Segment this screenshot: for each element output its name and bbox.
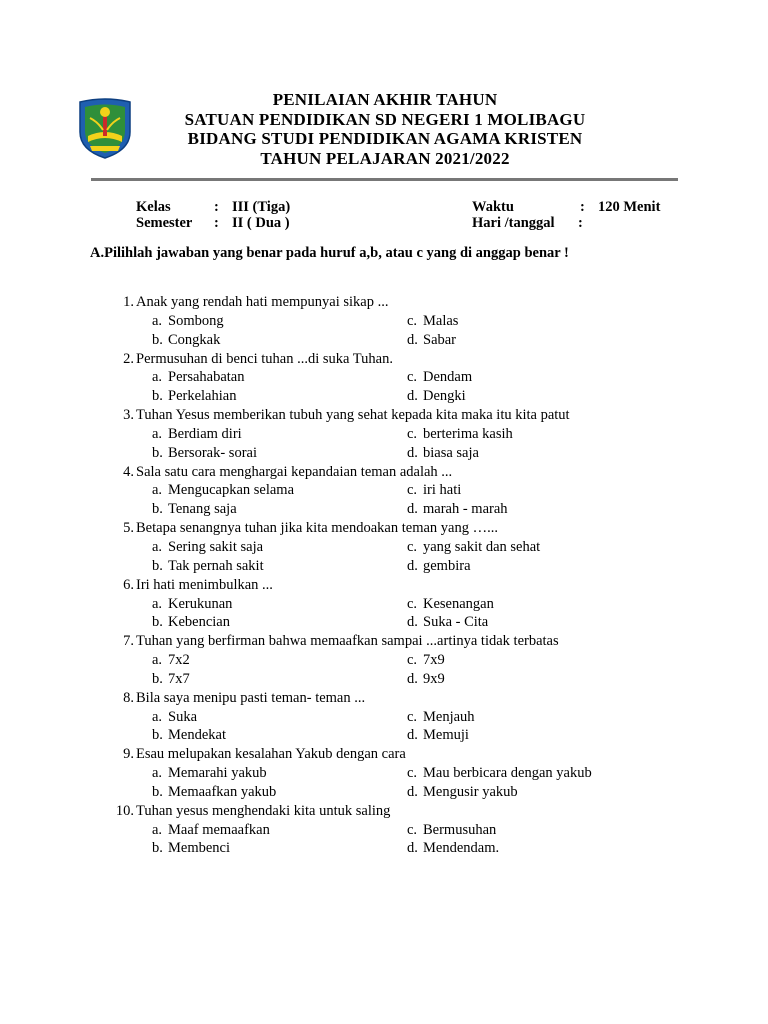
option-c-text: Dendam xyxy=(423,369,473,386)
option-d-text: Dengki xyxy=(423,388,466,405)
option-c-text: 7x9 xyxy=(423,652,445,669)
hari-colon: : xyxy=(578,215,583,231)
option-letter: a. xyxy=(152,425,163,442)
question-number: 7. xyxy=(123,633,134,650)
option-a-text: Memarahi yakub xyxy=(168,765,267,782)
option-letter: b. xyxy=(152,670,163,687)
option-letter: b. xyxy=(152,331,163,348)
option-letter: c. xyxy=(407,765,418,782)
option-letter: d. xyxy=(407,331,418,348)
option-a-text: Sombong xyxy=(168,312,224,329)
option-letter: d. xyxy=(407,501,418,518)
option-letter: a. xyxy=(152,708,163,725)
option-row xyxy=(0,822,768,841)
option-letter: a. xyxy=(152,538,163,555)
option-c-text: Menjauh xyxy=(423,708,475,725)
option-row xyxy=(0,784,768,803)
option-row xyxy=(0,313,768,332)
option-letter: c. xyxy=(407,595,418,612)
option-c-text: Mau berbicara dengan yakub xyxy=(423,765,592,782)
option-letter: b. xyxy=(152,840,163,857)
question-number: 4. xyxy=(123,463,134,480)
option-d-text: gembira xyxy=(423,557,471,574)
question-number: 5. xyxy=(123,520,134,537)
question-text: Tuhan Yesus memberikan tubuh yang sehat kepada kita maka itu kita patut xyxy=(136,407,570,424)
question-text: Tuhan yang berfirman bahwa memaafkan sampai ...artinya tidak terbatas xyxy=(136,633,559,650)
option-letter: d. xyxy=(407,840,418,857)
option-row xyxy=(0,332,768,351)
question-text: Permusuhan di benci tuhan ...di suka Tuhan. xyxy=(136,350,393,367)
option-d-text: Mendendam. xyxy=(423,840,500,857)
option-letter: c. xyxy=(407,482,418,499)
option-row xyxy=(0,445,768,464)
question-list xyxy=(0,294,768,859)
option-row xyxy=(0,765,768,784)
option-row xyxy=(0,501,768,520)
option-letter: a. xyxy=(152,369,163,386)
waktu-label: Waktu xyxy=(472,199,514,215)
question-number: 9. xyxy=(123,746,134,763)
option-row xyxy=(0,840,768,859)
option-b-text: Mendekat xyxy=(168,727,226,744)
option-letter: d. xyxy=(407,444,418,461)
question-item xyxy=(0,746,768,765)
option-b-text: Kebencian xyxy=(168,614,230,631)
option-letter: c. xyxy=(407,538,418,555)
header-subject: BIDANG STUDI PENDIDIKAN AGAMA KRISTEN xyxy=(187,129,583,148)
question-number: 6. xyxy=(123,576,134,593)
question-text: Esau melupakan kesalahan Yakub dengan cara xyxy=(136,746,406,763)
question-item xyxy=(0,464,768,483)
option-letter: a. xyxy=(152,595,163,612)
option-b-text: 7x7 xyxy=(168,670,190,687)
question-text: Anak yang rendah hati mempunyai sikap ... xyxy=(136,294,389,310)
header-year: TAHUN PELAJARAN 2021/2022 xyxy=(260,148,510,168)
option-c-text: Kesenangan xyxy=(423,595,494,612)
option-letter: b. xyxy=(152,727,163,744)
option-row xyxy=(0,388,768,407)
question-item xyxy=(0,351,768,370)
option-row xyxy=(0,369,768,388)
option-letter: b. xyxy=(152,614,163,631)
regional-emblem-icon xyxy=(76,98,134,160)
option-row xyxy=(0,539,768,558)
option-d-text: Sabar xyxy=(423,331,457,348)
option-letter: c. xyxy=(407,821,418,838)
option-row xyxy=(0,596,768,615)
option-a-text: Kerukunan xyxy=(168,595,233,612)
option-a-text: Suka xyxy=(168,708,197,725)
question-item xyxy=(0,577,768,596)
option-letter: c. xyxy=(407,312,418,329)
header-divider xyxy=(91,178,678,181)
option-row xyxy=(0,482,768,501)
option-b-text: Perkelahian xyxy=(168,388,237,405)
option-letter: a. xyxy=(152,312,163,329)
option-c-text: berterima kasih xyxy=(423,425,513,442)
waktu-value: 120 Menit xyxy=(598,199,661,215)
kelas-label: Kelas xyxy=(136,199,171,215)
option-letter: d. xyxy=(407,727,418,744)
question-text: Betapa senangnya tuhan jika kita mendoakan teman yang …... xyxy=(136,520,498,537)
option-row xyxy=(0,652,768,671)
option-b-text: Bersorak- sorai xyxy=(168,444,257,461)
question-item xyxy=(0,803,768,822)
option-row xyxy=(0,709,768,728)
question-item xyxy=(0,690,768,709)
option-b-text: Memaafkan yakub xyxy=(168,783,277,800)
question-item xyxy=(0,407,768,426)
option-a-text: Sering sakit saja xyxy=(168,538,264,555)
option-letter: a. xyxy=(152,482,163,499)
option-letter: c. xyxy=(407,708,418,725)
option-a-text: Maaf memaafkan xyxy=(168,821,270,838)
option-letter: b. xyxy=(152,557,163,574)
exam-header xyxy=(130,90,640,168)
option-d-text: Suka - Cita xyxy=(423,614,489,631)
option-d-text: biasa saja xyxy=(423,444,479,461)
header-school: SATUAN PENDIDIKAN SD NEGERI 1 MOLIBAGU xyxy=(184,109,586,129)
question-number: 8. xyxy=(123,689,134,706)
option-c-text: Malas xyxy=(423,312,459,329)
option-a-text: Mengucapkan selama xyxy=(168,482,295,499)
option-letter: c. xyxy=(407,652,418,669)
option-letter: d. xyxy=(407,557,418,574)
option-row xyxy=(0,671,768,690)
question-text: Sala satu cara menghargai kepandaian teman adalah ... xyxy=(136,463,453,480)
instruction-text: A.Pilihlah jawaban yang benar pada huruf a,b, atau c yang di anggap benar ! xyxy=(90,245,569,261)
question-text: Iri hati menimbulkan ... xyxy=(136,576,273,593)
option-letter: a. xyxy=(152,821,163,838)
question-number: 2. xyxy=(123,350,134,367)
option-letter: d. xyxy=(407,388,418,405)
option-row xyxy=(0,614,768,633)
option-c-text: Bermusuhan xyxy=(423,821,497,838)
semester-value: II ( Dua ) xyxy=(232,215,290,231)
question-number: 10. xyxy=(115,802,134,819)
option-a-text: Berdiam diri xyxy=(168,425,242,442)
option-a-text: Persahabatan xyxy=(168,369,245,386)
waktu-colon: : xyxy=(580,199,585,215)
option-letter: b. xyxy=(152,388,163,405)
option-a-text: 7x2 xyxy=(168,652,190,669)
option-row xyxy=(0,727,768,746)
option-letter: a. xyxy=(152,652,163,669)
option-letter: b. xyxy=(152,444,163,461)
option-letter: a. xyxy=(152,765,163,782)
option-letter: d. xyxy=(407,783,418,800)
question-item xyxy=(0,633,768,652)
question-text: Bila saya menipu pasti teman- teman ... xyxy=(136,689,366,706)
option-letter: b. xyxy=(152,501,163,518)
option-b-text: Congkak xyxy=(168,331,221,348)
option-c-text: yang sakit dan sehat xyxy=(423,538,541,555)
option-d-text: Mengusir yakub xyxy=(423,783,518,800)
option-d-text: marah - marah xyxy=(423,501,508,518)
option-b-text: Tenang saja xyxy=(168,501,237,518)
kelas-colon: : xyxy=(214,199,219,215)
hari-label: Hari /tanggal xyxy=(472,215,555,231)
option-row xyxy=(0,558,768,577)
option-letter: d. xyxy=(407,670,418,687)
option-row xyxy=(0,426,768,445)
option-c-text: iri hati xyxy=(423,482,462,499)
option-b-text: Membenci xyxy=(168,840,231,857)
question-item xyxy=(0,294,768,313)
option-letter: c. xyxy=(407,369,418,386)
option-letter: d. xyxy=(407,614,418,631)
option-d-text: 9x9 xyxy=(423,670,445,687)
question-item xyxy=(0,520,768,539)
semester-colon: : xyxy=(214,215,219,231)
question-number: 3. xyxy=(123,407,134,424)
option-b-text: Tak pernah sakit xyxy=(168,557,264,574)
semester-label: Semester xyxy=(136,215,193,231)
option-d-text: Memuji xyxy=(423,727,469,744)
option-letter: c. xyxy=(407,425,418,442)
option-letter: b. xyxy=(152,783,163,800)
question-number: 1. xyxy=(123,294,134,310)
question-text: Tuhan yesus menghendaki kita untuk saling xyxy=(136,802,391,819)
header-title: PENILAIAN AKHIR TAHUN xyxy=(272,90,498,109)
kelas-value: III (Tiga) xyxy=(232,199,291,215)
